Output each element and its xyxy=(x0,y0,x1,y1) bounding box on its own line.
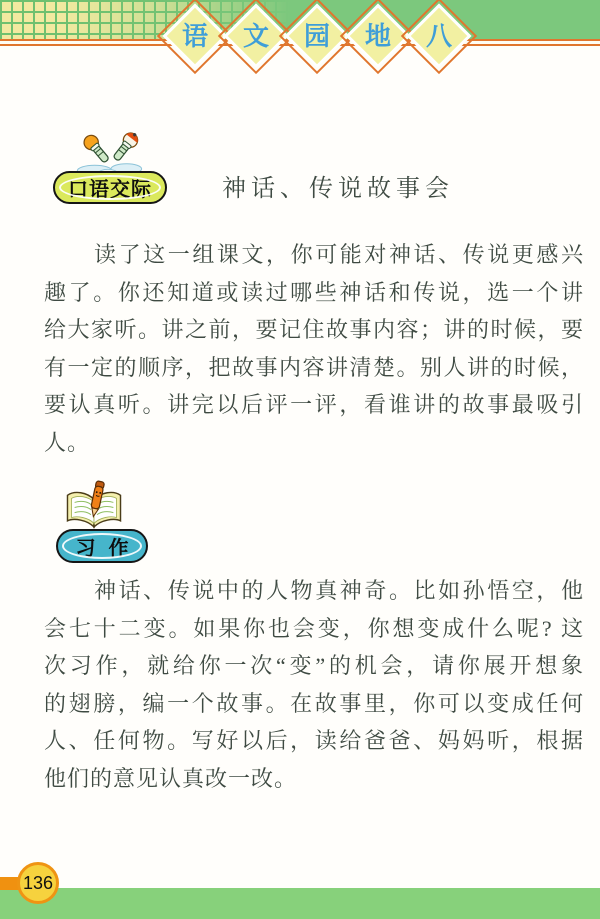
book-pen-icon xyxy=(64,480,124,531)
paragraph-line: 次习作，就给你一次“变”的机会，请你展开想象 xyxy=(44,653,584,678)
title-char: 文 xyxy=(242,20,270,51)
title-diamond xyxy=(345,3,410,68)
paragraph-line: 给大家听。讲之前，要记住故事内容；讲的时候，要 xyxy=(44,317,584,342)
paragraph-line: 会七十二变。如果你也会变，你想变成什么呢? 这 xyxy=(44,615,584,641)
oral-paragraph xyxy=(44,236,584,461)
writing-badge-label: 习作 xyxy=(75,537,142,560)
title-diamond xyxy=(223,3,288,68)
paragraph-line: 他们的意见认真改一改。 xyxy=(44,765,298,791)
paragraph-line: 神话、传说中的人物真神奇。比如孙悟空，他 xyxy=(94,578,584,603)
title-char: 语 xyxy=(181,20,209,51)
title-char: 园 xyxy=(303,20,331,51)
title-char: 地 xyxy=(364,20,392,51)
oral-badge-label: 口语交际 xyxy=(68,179,152,201)
page-title xyxy=(172,13,462,59)
title-diamond xyxy=(406,3,471,68)
title-diamond xyxy=(284,3,349,68)
paragraph-line: 人、任何物。写好以后，读给爸爸、妈妈听，根据 xyxy=(44,728,584,753)
oral-communication-badge xyxy=(53,171,167,204)
paragraph-line: 人。 xyxy=(44,429,91,455)
paragraph-line: 读了这一组课文，你可能对神话、传说更感兴 xyxy=(94,242,584,267)
footer-band xyxy=(0,888,600,919)
paragraph-line: 的翅膀，编一个故事。在故事里，你可以变成任何 xyxy=(44,690,584,716)
paragraph-line: 有一定的顺序，把故事内容讲清楚。别人讲的时候， xyxy=(44,354,584,380)
title-diamond xyxy=(162,3,227,68)
writing-paragraph xyxy=(44,572,584,797)
page-number-badge xyxy=(17,862,59,904)
oral-section-heading: 神话、传说故事会 xyxy=(222,176,454,202)
paragraph-line: 趣了。你还知道或读过哪些神话和传说，选一个讲 xyxy=(44,279,584,305)
paragraph-line: 要认真听。讲完以后评一评，看谁讲的故事最吸引 xyxy=(44,392,584,417)
page-number: 136 xyxy=(22,872,54,893)
writing-badge xyxy=(56,529,148,563)
title-char: 八 xyxy=(425,20,453,51)
